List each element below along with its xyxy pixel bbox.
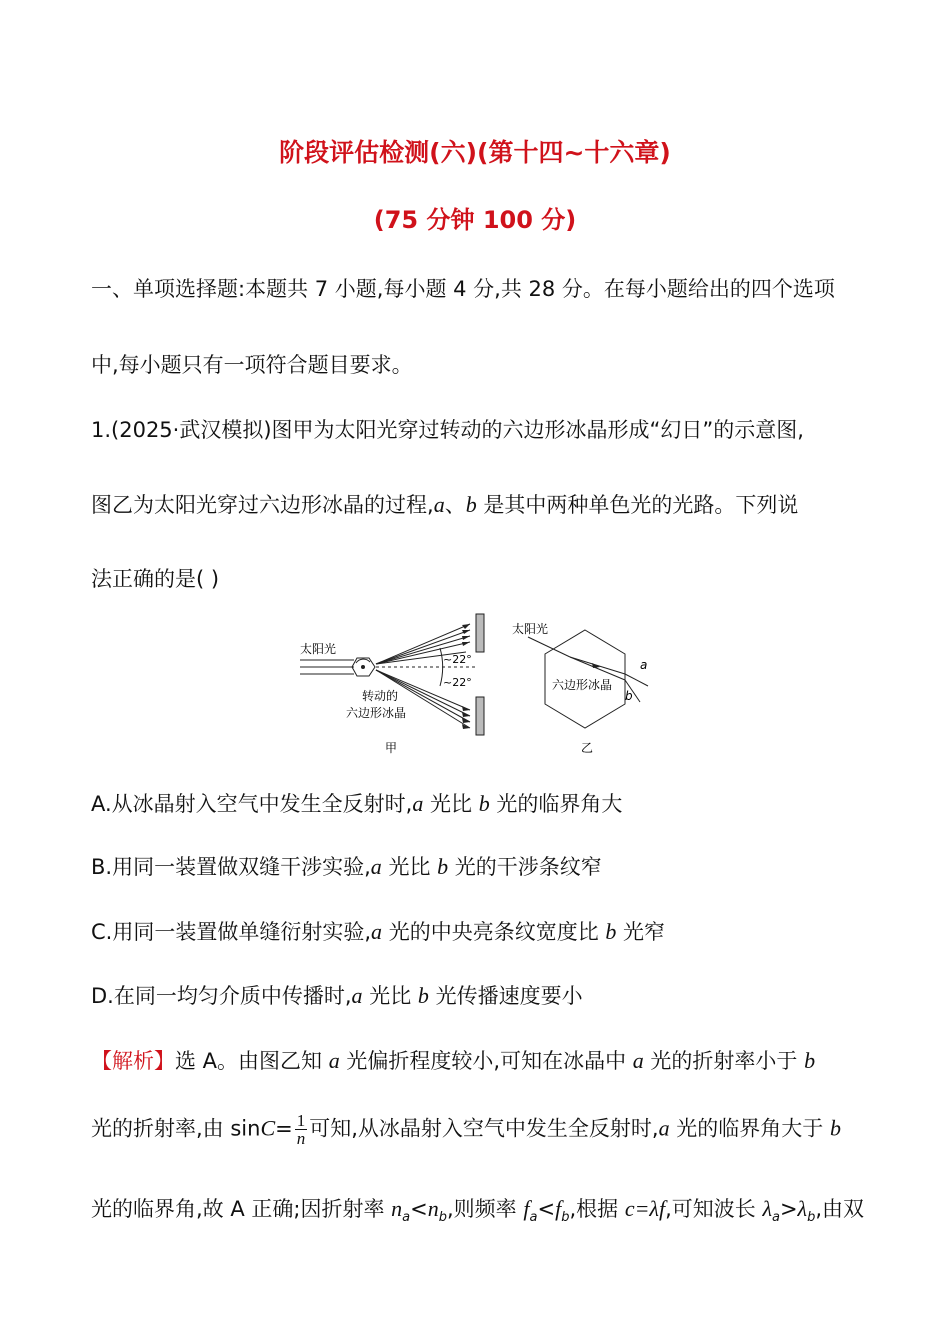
fig-jia-crystal-label1: 转动的 bbox=[362, 689, 399, 703]
fig-jia-incoming-rays bbox=[300, 660, 354, 674]
analysis-line2: 光的折射率,由 sinC= $\frac{1}{n}$ 可知,从冰晶射入空气中发生全反射时,a 光的临界角大于 b bbox=[91, 1111, 841, 1148]
fig-jia-crystal-label2: 六边形冰晶 bbox=[346, 706, 407, 720]
section-instruction-line1: 一、单项选择题:本题共 7 小题,每小题 4 分,共 28 分。在每小题给出的四个选项 bbox=[91, 277, 835, 301]
fig-jia-angle-top: ~22° bbox=[443, 653, 472, 666]
fig-yi-ray-a-label: a bbox=[640, 658, 648, 672]
option-d[interactable]: D.在同一均匀介质中传播时,a 光比 b 光传播速度要小 bbox=[91, 983, 583, 1008]
fraction-one-over-n: $\frac{1}{n}$ bbox=[296, 1111, 306, 1148]
fig-jia-caption: 甲 bbox=[385, 741, 398, 755]
analysis-line3: 光的临界角,故 A 正确;因折射率 $n_a<n_b$,则频率 $f_a<f_b$,根据 c=λf,可知波长 $\lambda_a>\lambda_b$,由双 bbox=[91, 1196, 865, 1226]
fig-yi-internal-ray-a bbox=[570, 657, 625, 674]
fig-jia-sunlight-label: 太阳光 bbox=[300, 642, 337, 656]
fig-yi-incident-ray bbox=[528, 637, 570, 657]
page-subtitle: (75 分钟 100 分) bbox=[373, 206, 577, 234]
fig-yi-caption: 乙 bbox=[581, 741, 594, 755]
fig-jia-screen-bottom bbox=[476, 697, 484, 735]
fig-yi-ray-b-label: b bbox=[625, 689, 633, 703]
fig-jia-screen-top bbox=[476, 614, 484, 652]
fig-yi-sunlight-label: 太阳光 bbox=[512, 622, 549, 636]
fig-jia-angle-bottom: ~22° bbox=[443, 676, 472, 689]
question-stem-line1: 1.(2025·武汉模拟)图甲为太阳光穿过转动的六边形冰晶形成“幻日”的示意图, bbox=[91, 418, 804, 442]
fig-yi-internal-ray-b bbox=[570, 657, 625, 680]
page-title: 阶段评估检测(六)(第十四~十六章) bbox=[279, 138, 671, 167]
fig-yi-crystal-label: 六边形冰晶 bbox=[552, 678, 613, 692]
fig-jia-rotation-arrow bbox=[356, 659, 370, 663]
option-a[interactable]: A.从冰晶射入空气中发生全反射时,a 光比 b 光的临界角大 bbox=[91, 791, 623, 816]
fig-jia-crystal-center bbox=[361, 665, 365, 669]
section-instruction-line2: 中,每小题只有一项符合题目要求。 bbox=[91, 353, 413, 377]
question-stem-line2: 图乙为太阳光穿过六边形冰晶的过程,a、b 是其中两种单色光的光路。下列说 bbox=[91, 492, 799, 517]
question-figure bbox=[290, 612, 670, 762]
analysis-tag: 【解析】 bbox=[91, 1049, 175, 1073]
option-c[interactable]: C.用同一装置做单缝衍射实验,a 光的中央亮条纹宽度比 b 光窄 bbox=[91, 919, 666, 944]
analysis-line1: 【解析】选 A。由图乙知 a 光偏折程度较小,可知在冰晶中 a 光的折射率小于 b bbox=[91, 1048, 816, 1073]
question-stem-line3: 法正确的是( ) bbox=[91, 567, 220, 591]
option-b[interactable]: B.用同一装置做双缝干涉实验,a 光比 b 光的干涉条纹窄 bbox=[91, 854, 602, 879]
